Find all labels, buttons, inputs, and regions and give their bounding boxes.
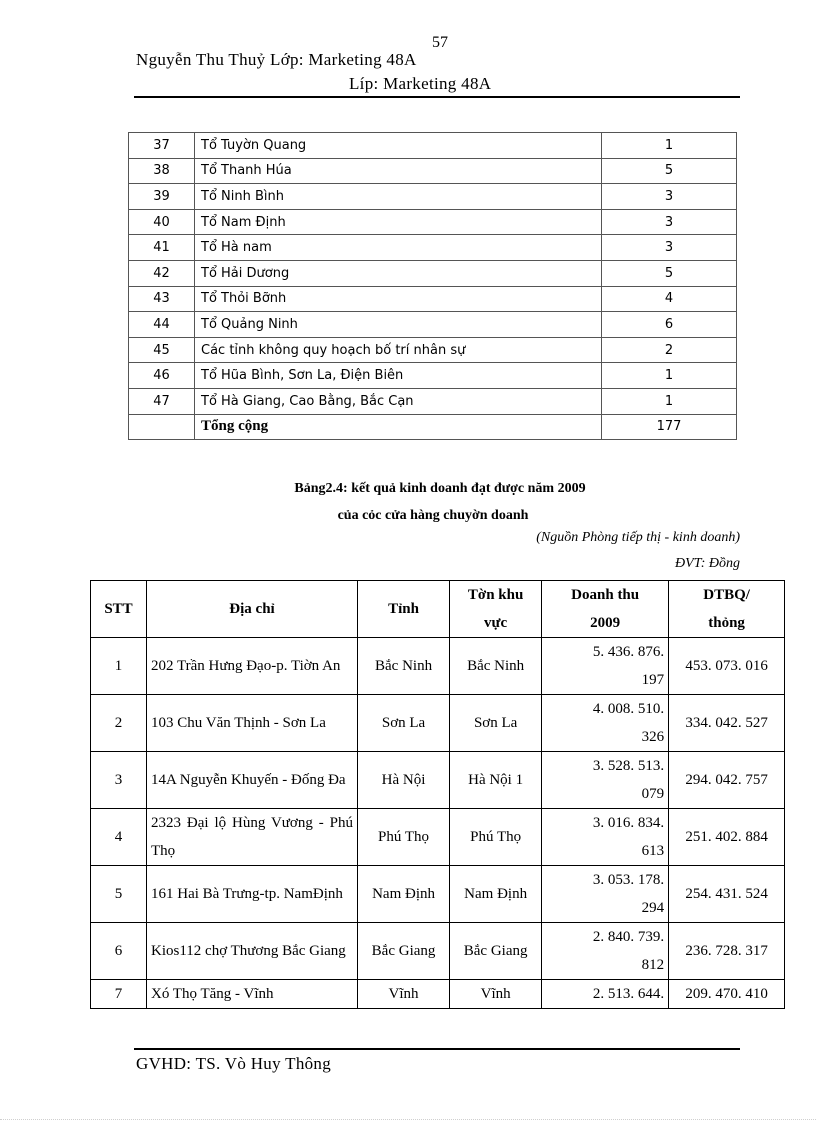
store-address: Xó Thọ Tăng - Vĩnh	[147, 980, 358, 1009]
staff-count: 3	[602, 235, 737, 261]
store-monthly-average: 209. 470. 410	[669, 980, 785, 1009]
revenue-part1: 3. 053. 178.	[592, 872, 665, 888]
table-row	[129, 388, 737, 414]
store-revenue	[542, 980, 669, 1009]
unit-name: Tổ Thanh Húa	[195, 158, 602, 184]
staff-count: 5	[602, 158, 737, 184]
header-revenue: Doanh thu 2009	[542, 581, 669, 638]
table-row	[129, 235, 737, 261]
store-revenue	[542, 809, 669, 866]
store-table-header-row	[91, 581, 785, 638]
footer-rule	[134, 1048, 740, 1050]
row-number: 43	[129, 286, 195, 312]
store-province: Hà Nội	[358, 752, 450, 809]
store-area: Bắc Giang	[450, 923, 542, 980]
store-province: Phú Thọ	[358, 809, 450, 866]
row-number: 42	[129, 260, 195, 286]
table-row	[129, 260, 737, 286]
header-area: Tờn khu vực	[450, 581, 542, 638]
staff-count: 1	[602, 388, 737, 414]
store-area: Phú Thọ	[450, 809, 542, 866]
store-stt: 3	[91, 752, 147, 809]
table-row	[91, 752, 785, 809]
footer-supervisor: GVHD: TS. Vò Huy Thông	[136, 1054, 332, 1073]
unit-name: Tổ Hải Dương	[195, 260, 602, 286]
revenue-part1: 3. 528. 513.	[592, 758, 665, 774]
store-province: Bắc Giang	[358, 923, 450, 980]
total-empty-cell	[129, 414, 195, 440]
store-address: 103 Chu Văn Thịnh - Sơn La	[147, 695, 358, 752]
staff-count: 1	[602, 363, 737, 389]
store-stt: 2	[91, 695, 147, 752]
unit-name: Tổ Quảng Ninh	[195, 312, 602, 338]
row-number: 47	[129, 388, 195, 414]
staff-count: 3	[602, 184, 737, 210]
header-address: Địa chỉ	[147, 581, 358, 638]
total-count: 177	[602, 414, 737, 440]
revenue-part2: 197	[641, 672, 665, 688]
table-row	[91, 809, 785, 866]
page-number: 57	[432, 34, 448, 51]
row-number: 38	[129, 158, 195, 184]
store-revenue	[542, 638, 669, 695]
store-monthly-average: 251. 402. 884	[669, 809, 785, 866]
row-number: 40	[129, 209, 195, 235]
table-row	[129, 337, 737, 363]
table-row	[91, 980, 785, 1009]
table-row	[129, 312, 737, 338]
store-monthly-average: 294. 042. 757	[669, 752, 785, 809]
revenue-part2: 079	[641, 786, 665, 802]
store-province: Bắc Ninh	[358, 638, 450, 695]
store-area: Sơn La	[450, 695, 542, 752]
staff-count: 6	[602, 312, 737, 338]
store-monthly-average: 236. 728. 317	[669, 923, 785, 980]
table-caption-subtitle: của cỏc cửa hàng chuyờn doanh	[337, 508, 529, 523]
store-area: Nam Định	[450, 866, 542, 923]
store-stt: 4	[91, 809, 147, 866]
header-author-class: Nguyễn Thu Thuỷ Lớp: Marketing 48A	[136, 50, 417, 69]
store-monthly-average: 334. 042. 527	[669, 695, 785, 752]
store-revenue	[542, 866, 669, 923]
header-monthly-average: DTBQ/ thỏng	[669, 581, 785, 638]
table-row	[91, 923, 785, 980]
staff-count: 1	[602, 133, 737, 159]
staff-allocation-table	[128, 132, 737, 440]
header-rule	[134, 96, 740, 98]
store-address: 161 Hai Bà Trưng-tp. NamĐịnh	[147, 866, 358, 923]
row-number: 45	[129, 337, 195, 363]
store-province: Nam Định	[358, 866, 450, 923]
table-row	[91, 638, 785, 695]
staff-count: 3	[602, 209, 737, 235]
table-row	[129, 286, 737, 312]
store-province: Sơn La	[358, 695, 450, 752]
unit-name: Tổ Thỏi Bỡnh	[195, 286, 602, 312]
store-revenue	[542, 923, 669, 980]
total-label: Tổng cộng	[195, 414, 602, 440]
store-area: Bắc Ninh	[450, 638, 542, 695]
unit-name: Tổ Hà nam	[195, 235, 602, 261]
row-number: 46	[129, 363, 195, 389]
store-address: 202 Trần Hưng Đạo-p. Tiờn An	[147, 638, 358, 695]
row-number: 44	[129, 312, 195, 338]
revenue-part2: 613	[641, 843, 665, 859]
unit-name: Tổ Ninh Bình	[195, 184, 602, 210]
table-row	[129, 363, 737, 389]
store-address: 14A Nguyễn Khuyến - Đống Đa	[147, 752, 358, 809]
header-province: Tỉnh	[358, 581, 450, 638]
table-caption-title: Bảng2.4: kết quả kinh doanh đạt được năm 2009	[294, 481, 586, 496]
unit-name: Tổ Nam Định	[195, 209, 602, 235]
revenue-part1: 3. 016. 834.	[592, 815, 665, 831]
staff-count: 2	[602, 337, 737, 363]
table-row	[129, 184, 737, 210]
row-number: 39	[129, 184, 195, 210]
store-area: Hà Nội 1	[450, 752, 542, 809]
unit-name: Tổ Hà Giang, Cao Bằng, Bắc Cạn	[195, 388, 602, 414]
revenue-part1: 2. 840. 739.	[592, 929, 665, 945]
store-monthly-average: 254. 431. 524	[669, 866, 785, 923]
page-edge	[0, 1119, 816, 1120]
staff-count: 5	[602, 260, 737, 286]
store-address: 2323 Đại lộ Hùng Vương - Phú Thọ	[147, 809, 358, 866]
table-row	[91, 866, 785, 923]
store-stt: 6	[91, 923, 147, 980]
table-row	[129, 209, 737, 235]
table-unit-note: ĐVT: Đồng	[675, 556, 740, 571]
header-class: Líp: Marketing 48A	[349, 74, 492, 93]
store-revenue	[542, 752, 669, 809]
table-row	[129, 158, 737, 184]
total-row	[129, 414, 737, 440]
store-stt: 7	[91, 980, 147, 1009]
store-area: Vĩnh	[450, 980, 542, 1009]
store-province: Vĩnh	[358, 980, 450, 1009]
store-address: Kios112 chợ Thương Bắc Giang	[147, 923, 358, 980]
row-number: 37	[129, 133, 195, 159]
revenue-part2: 294	[641, 900, 665, 916]
revenue-part1: 4. 008. 510.	[592, 701, 665, 717]
store-stt: 5	[91, 866, 147, 923]
store-revenue	[542, 695, 669, 752]
store-revenue-table	[90, 580, 785, 1009]
store-stt: 1	[91, 638, 147, 695]
table-row	[129, 133, 737, 159]
table-source-note: (Nguồn Phòng tiếp thị - kinh doanh)	[536, 530, 740, 545]
unit-name: Tổ Tuyờn Quang	[195, 133, 602, 159]
revenue-part1: 5. 436. 876.	[592, 644, 665, 660]
staff-count: 4	[602, 286, 737, 312]
store-monthly-average: 453. 073. 016	[669, 638, 785, 695]
unit-name: Các tỉnh không quy hoạch bố trí nhân sự	[195, 337, 602, 363]
revenue-part2: 326	[641, 729, 665, 745]
revenue-part1: 2. 513. 644.	[592, 986, 665, 1002]
unit-name: Tổ Hũa Bình, Sơn La, Điện Biên	[195, 363, 602, 389]
row-number: 41	[129, 235, 195, 261]
header-stt: STT	[91, 581, 147, 638]
table-row	[91, 695, 785, 752]
revenue-part2: 812	[641, 957, 665, 973]
